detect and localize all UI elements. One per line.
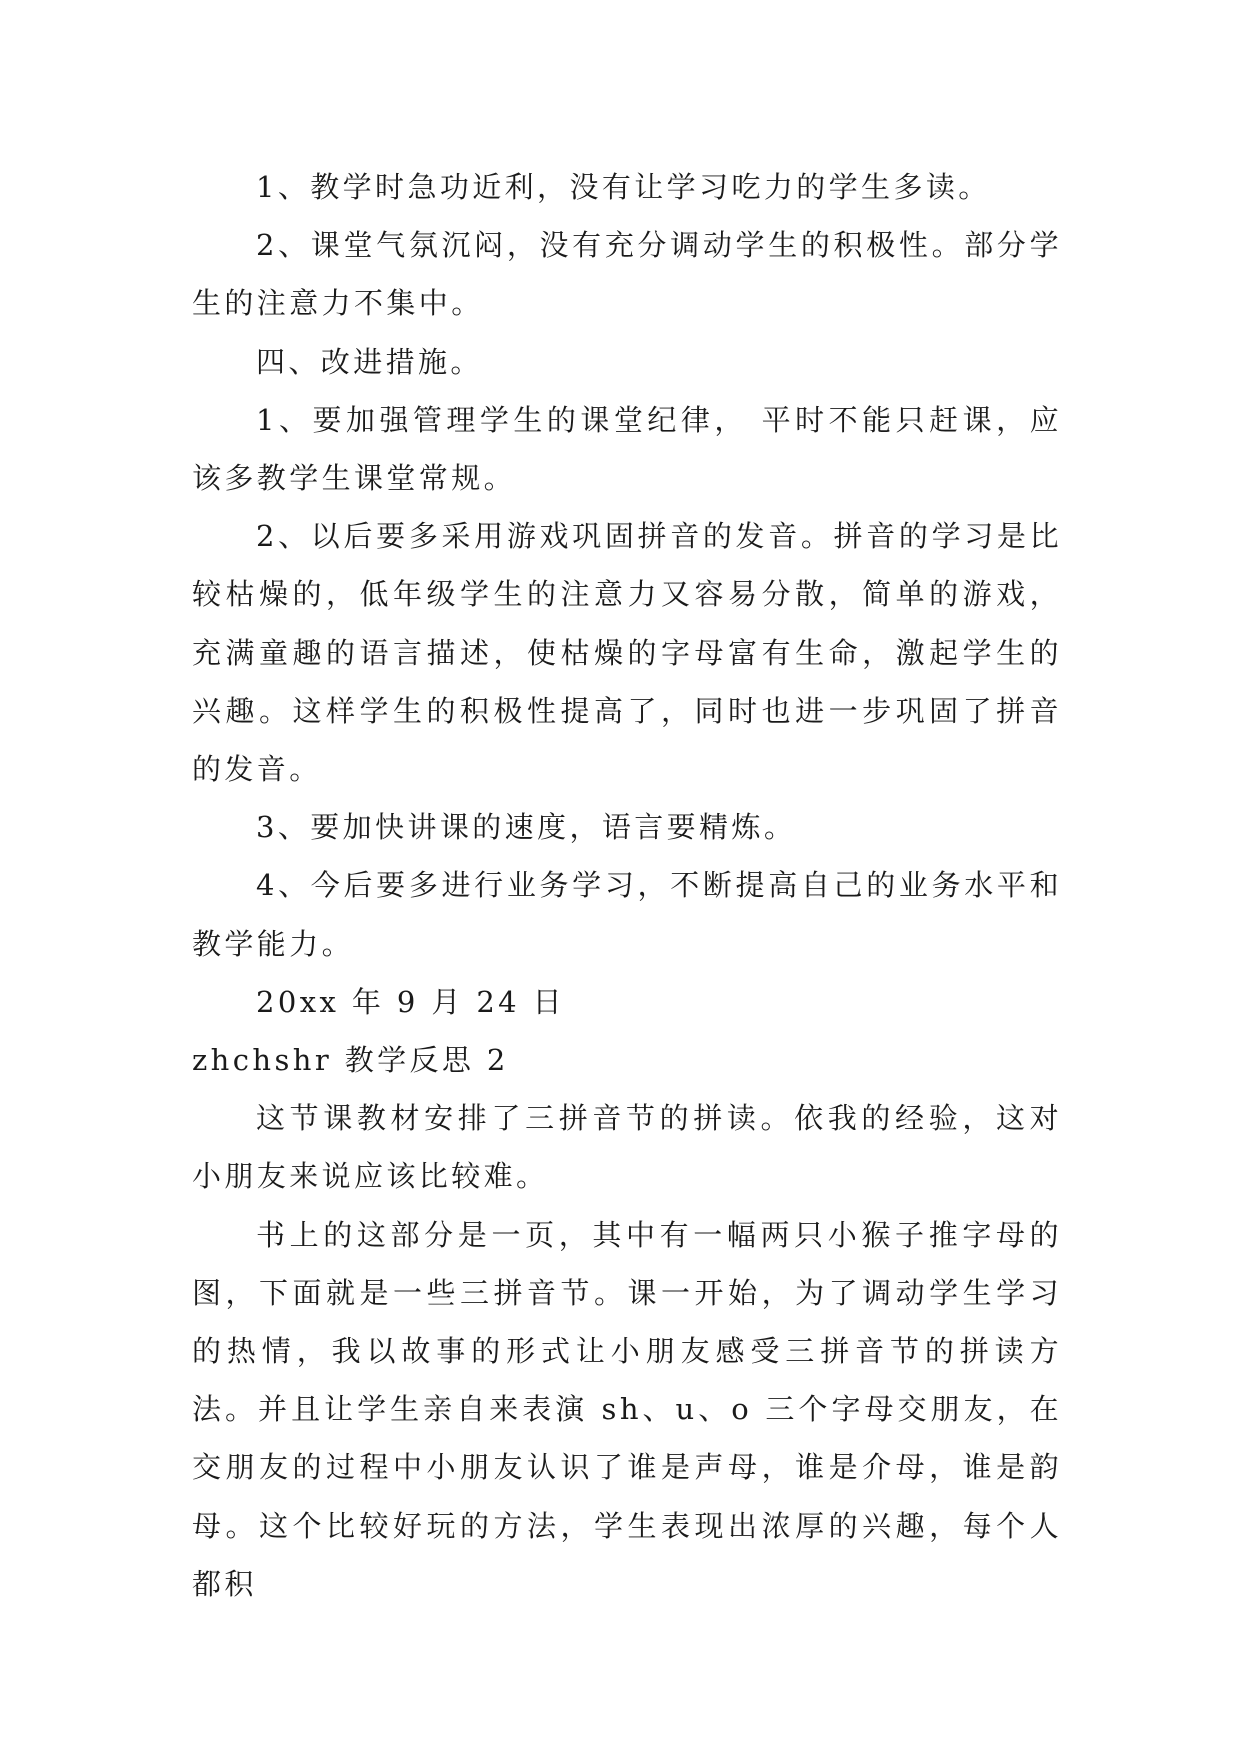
document-date: 20xx 年 9 月 24 日 — [256, 984, 566, 1019]
paragraph-problem-2: 2、课堂气氛沉闷，没有充分调动学生的积极性。部分学生的注意力不集中。 — [192, 228, 1062, 321]
section-title: zhchshr 教学反思 2 — [192, 1043, 509, 1078]
paragraph-improvement-2: 2、以后要多采用游戏巩固拼音的发音。拼音的学习是比较枯燥的，低年级学生的注意力又容易分散，简单的游戏，充满童趣的语言描述，使枯燥的字母富有生命，激起学生的兴趣。这样学生的积极性提高了，同时也进一步巩固了拼音的发音。 — [192, 519, 1062, 787]
paragraph-problem-1: 1、教学时急功近利，没有让学习吃力的学生多读。 — [256, 170, 991, 204]
paragraph-improvement-4: 4、今后要多进行业务学习，不断提高自己的业务水平和教学能力。 — [192, 868, 1062, 961]
paragraph-reflection-1: 这节课教材安排了三拼音节的拼读。依我的经验，这对小朋友来说应该比较难。 — [192, 1101, 1062, 1194]
paragraph-improvement-1: 1、要加强管理学生的课堂纪律， 平时不能只赶课，应该多教学生课堂常规。 — [192, 402, 1062, 496]
document-body — [192, 158, 1062, 1613]
section-heading-improvements: 四、改进措施。 — [256, 344, 483, 379]
paragraph-improvement-3: 3、要加快讲课的速度，语言要精炼。 — [256, 810, 797, 845]
paragraph-reflection-2: 书上的这部分是一页，其中有一幅两只小猴子推字母的图，下面就是一些三拼音节。课一开始，为了调动学生学习的热情，我以故事的形式让小朋友感受三拼音节的拼读方法。并且让学生亲自来表演 sh、u、o 三个字母交朋友，在交朋友的过程中小朋友认识了谁是声母，谁是介母，谁是韵母。这个比较好玩的方法，学生表现出浓厚的兴趣，每个人都积 — [192, 1217, 1062, 1601]
